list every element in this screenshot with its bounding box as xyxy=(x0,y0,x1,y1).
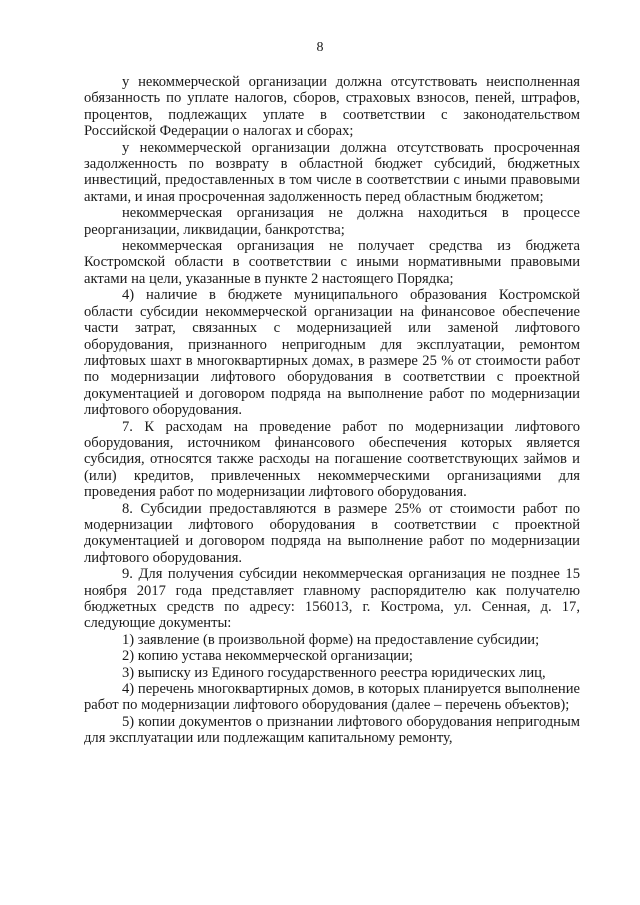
paragraph-section-7: 7. К расходам на проведение работ по модернизации лифтового оборудования, источником финансового обеспечения которых является субсидия, относятся также расходы на погашение соответствующих займов и (или) кредитов, привлеченных некоммерческими организациями для проведения работ по модернизации лифтового оборудования. xyxy=(84,418,580,501)
list-item-document-copies: 5) копии документов о признании лифтового оборудования непригодным для эксплуатации или подлежащим капитальному ремонту, xyxy=(84,713,580,747)
paragraph-section-8: 8. Субсидии предоставляются в размере 25% от стоимости работ по модернизации лифтового оборудования в соответствии с проектной документацией и договором подряда на выполнение работ по модернизации лифтового оборудования. xyxy=(84,500,580,566)
paragraph-overdue-debt: у некоммерческой организации должна отсутствовать просроченная задолженность по возврату в областной бюджет субсидий, бюджетных инвестиций, предоставленных в том числе в соответствии с иными правовыми актами, и иная просроченная задолженность перед областным бюджетом; xyxy=(84,139,580,205)
list-item-register-extract: 3) выписку из Единого государственного реестра юридических лиц, xyxy=(122,664,546,681)
paragraph-no-other-funds: некоммерческая организация не получает средства из бюджета Костромской области в соответствии с иными нормативными правовыми актами на цели, указанные в пункте 2 настоящего Порядка; xyxy=(84,238,580,287)
paragraph-section-9: 9. Для получения субсидии некоммерческая организация не позднее 15 ноября 2017 года представляет главному распорядителю как получателю бюджетных средств по адресу: 156013, г. Кострома, ул. Сенная, д. 17, следующие документы: xyxy=(84,566,580,632)
list-item-charter-copy: 2) копию устава некоммерческой организации; xyxy=(122,648,413,665)
list-item-building-list: 4) перечень многоквартирных домов, в которых планируется выполнение работ по модернизации лифтового оборудования (далее – перечень объектов); xyxy=(84,681,580,714)
paragraph-tax-obligations: у некоммерческой организации должна отсутствовать неисполненная обязанность по уплате налогов, сборов, страховых взносов, пеней, штрафов, процентов, подлежащих уплате в соответствии с законодательством Российской Федерации о налогах и сборах; xyxy=(84,74,580,140)
paragraph-item-4-budget-subsidy: 4) наличие в бюджете муниципального образования Костромской области субсидии некоммерческой организации на финансовое обеспечение части затрат, связанных с модернизацией или заменой лифтового оборудования, признанного непригодным для эксплуатации, ремонтом лифтовых шахт в многоквартирных домах, в размере 25 % от стоимости работ по модернизации лифтового оборудования в соответствии с проектной документацией и договором подряда на выполнение работ по модернизации лифтового оборудования. xyxy=(84,287,580,419)
document-body xyxy=(84,74,580,747)
page-number: 8 xyxy=(316,40,324,55)
paragraph-no-reorganization: некоммерческая организация не должна находиться в процессе реорганизации, ликвидации, банкротства; xyxy=(84,205,580,238)
list-item-application: 1) заявление (в произвольной форме) на предоставление субсидии; xyxy=(122,631,540,648)
